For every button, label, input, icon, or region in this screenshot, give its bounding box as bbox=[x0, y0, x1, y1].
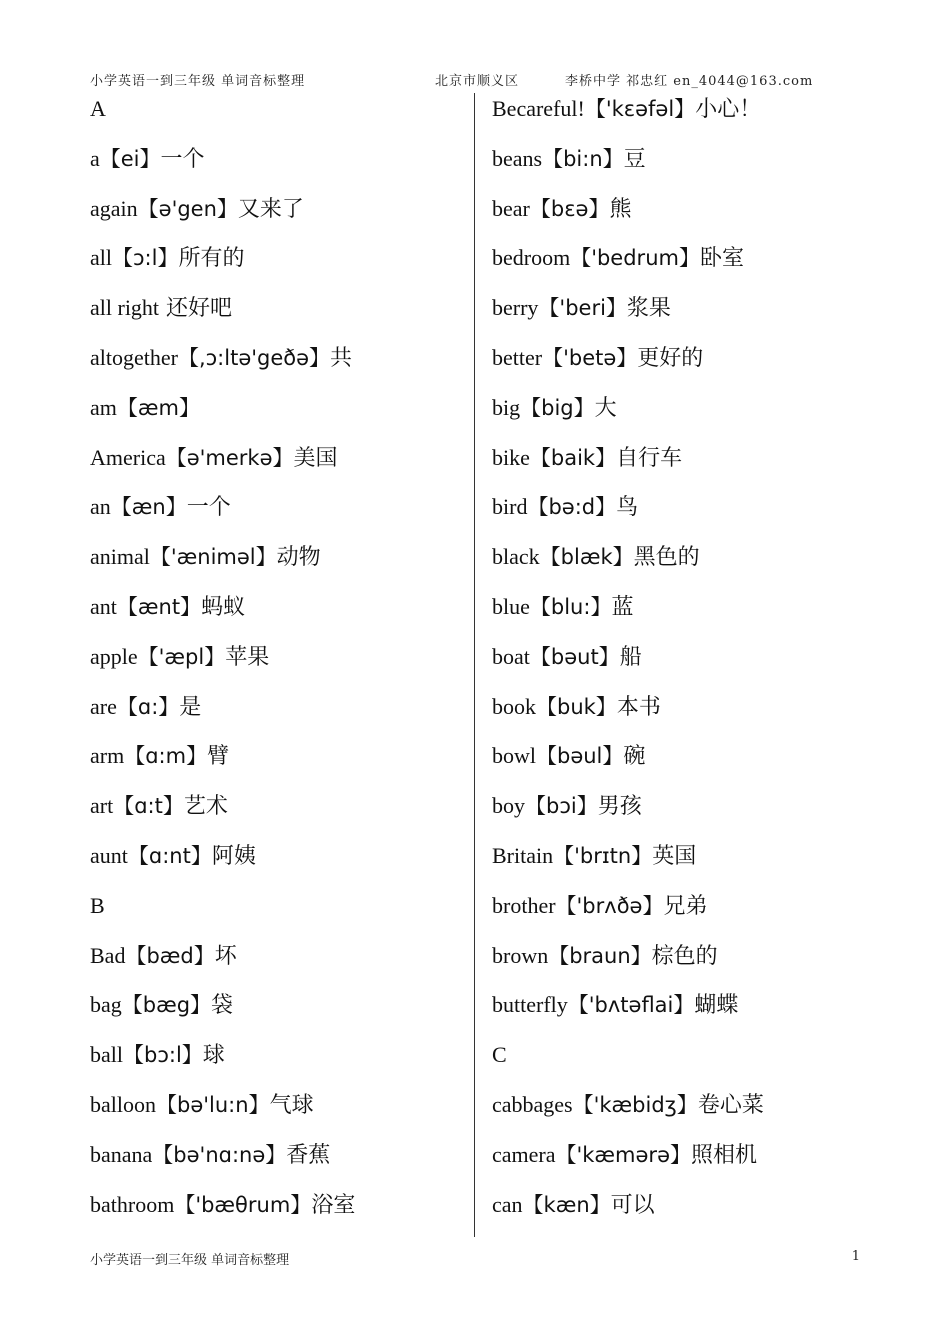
vocab-meaning: 小心！ bbox=[695, 97, 762, 122]
vocab-word: better bbox=[492, 344, 543, 370]
vocab-meaning: 兄弟 bbox=[663, 893, 708, 919]
vocab-phonetic: 【ei】 bbox=[99, 146, 161, 171]
vocab-word: brown bbox=[492, 942, 549, 968]
vocab-word: C bbox=[492, 1042, 507, 1068]
vocab-phonetic: 【'brɪtn】 bbox=[553, 843, 653, 868]
section-letter bbox=[492, 1036, 872, 1086]
vocab-word: all right bbox=[90, 295, 160, 321]
vocab-meaning: 浆果 bbox=[626, 296, 671, 322]
vocab-word: again bbox=[90, 195, 138, 221]
vocab-word: an bbox=[90, 494, 111, 520]
vocab-entry bbox=[492, 90, 872, 140]
vocab-entry bbox=[492, 1136, 872, 1186]
vocab-phonetic: 【bɔ:l】 bbox=[123, 1043, 203, 1068]
vocab-phonetic: 【'kæbidʒ】 bbox=[572, 1092, 698, 1117]
vocab-meaning: 鸟 bbox=[616, 495, 639, 521]
vocab-word: black bbox=[492, 544, 540, 570]
vocab-phonetic: 【buk】 bbox=[536, 694, 617, 719]
vocab-meaning: 棕色的 bbox=[651, 943, 718, 969]
vocab-word: can bbox=[492, 1191, 523, 1217]
vocab-phonetic: 【braun】 bbox=[548, 943, 652, 968]
vocab-word: bowl bbox=[492, 743, 536, 769]
vocab-entry bbox=[90, 837, 465, 887]
vocab-phonetic: 【'brʌðə】 bbox=[555, 893, 664, 918]
vocab-phonetic: 【bæg】 bbox=[121, 993, 212, 1018]
vocab-entry bbox=[492, 439, 872, 489]
vocab-word: Becareful! bbox=[492, 96, 585, 121]
vocab-phonetic: 【ɑ:】 bbox=[116, 694, 180, 719]
footer-title: 小学英语一到三年级 单词音标整理 bbox=[90, 1253, 290, 1268]
vocab-phonetic: 【'bæθrum】 bbox=[174, 1192, 312, 1217]
vocab-word: Britain bbox=[492, 842, 554, 868]
vocab-entry bbox=[492, 986, 872, 1036]
vocab-entry bbox=[492, 339, 872, 389]
vocab-phonetic: 【æn】 bbox=[110, 495, 187, 520]
vocab-phonetic: 【bɛə】 bbox=[529, 196, 610, 221]
vocab-phonetic: 【bə:d】 bbox=[527, 495, 617, 520]
vocab-meaning: 动物 bbox=[276, 545, 321, 571]
vocab-phonetic: 【blæk】 bbox=[539, 545, 634, 570]
vocab-meaning: 一个 bbox=[160, 146, 205, 172]
header-title: 小学英语一到三年级 单词音标整理 bbox=[90, 74, 306, 89]
vocab-word: bag bbox=[90, 992, 122, 1018]
vocab-meaning: 苹果 bbox=[225, 644, 270, 670]
vocab-meaning: 英国 bbox=[652, 843, 697, 869]
vocab-entry bbox=[492, 389, 872, 439]
vocab-word: are bbox=[90, 693, 117, 719]
vocab-phonetic: 【'bedrum】 bbox=[570, 246, 700, 271]
vocab-word: aunt bbox=[90, 842, 128, 868]
vocab-meaning: 更好的 bbox=[637, 345, 704, 371]
vocab-word: America bbox=[90, 444, 166, 470]
vocab-meaning: 蓝 bbox=[611, 594, 634, 620]
vocab-word: A bbox=[90, 96, 106, 121]
vocab-entry bbox=[90, 986, 465, 1036]
vocab-entry bbox=[492, 837, 872, 887]
vocab-meaning: 豆 bbox=[623, 146, 646, 172]
vocab-entry bbox=[90, 140, 465, 190]
vocab-word: balloon bbox=[90, 1091, 156, 1117]
vocab-meaning: 男孩 bbox=[597, 794, 642, 820]
vocab-phonetic: 【æm】 bbox=[116, 395, 200, 420]
vocab-meaning: 共 bbox=[330, 345, 353, 371]
vocab-word: beans bbox=[492, 145, 543, 171]
vocab-phonetic: 【'betə】 bbox=[542, 345, 638, 370]
vocab-meaning: 美国 bbox=[293, 445, 338, 471]
vocab-entry bbox=[90, 389, 465, 439]
vocab-phonetic: 【bɔi】 bbox=[525, 794, 598, 819]
vocab-entry bbox=[492, 1186, 872, 1236]
vocab-meaning: 黑色的 bbox=[633, 545, 700, 571]
vocab-word: ball bbox=[90, 1042, 123, 1068]
vocab-word: bedroom bbox=[492, 245, 571, 271]
vocab-word: apple bbox=[90, 643, 138, 669]
vocab-phonetic: 【'æniməl】 bbox=[149, 545, 277, 570]
vocab-word: all bbox=[90, 245, 112, 271]
vocab-entry bbox=[492, 239, 872, 289]
vocab-meaning: 艺术 bbox=[183, 794, 228, 820]
vocab-entry bbox=[90, 239, 465, 289]
vocab-meaning: 卧室 bbox=[699, 246, 744, 272]
vocab-meaning: 蚂蚁 bbox=[201, 594, 246, 620]
page-footer bbox=[90, 1249, 860, 1269]
vocab-entry bbox=[492, 937, 872, 987]
vocab-phonetic: 【'bʌtəflai】 bbox=[567, 993, 695, 1018]
vocab-word: banana bbox=[90, 1141, 153, 1167]
vocab-word: a bbox=[90, 145, 100, 171]
header-district: 北京市顺义区 bbox=[435, 74, 520, 89]
vocab-phonetic: 【ænt】 bbox=[116, 594, 202, 619]
vocab-word: big bbox=[492, 394, 521, 420]
vocab-entry bbox=[492, 190, 872, 240]
vocab-entry bbox=[492, 787, 872, 837]
right-vocabulary-column bbox=[492, 90, 872, 1235]
vocab-entry bbox=[90, 538, 465, 588]
vocab-phonetic: 【bə'lu:n】 bbox=[156, 1092, 270, 1117]
vocab-entry bbox=[492, 488, 872, 538]
vocab-word: arm bbox=[90, 743, 125, 769]
vocab-meaning: 碗 bbox=[623, 744, 646, 770]
vocab-entry bbox=[90, 688, 465, 738]
vocab-entry bbox=[492, 289, 872, 339]
vocab-word: bike bbox=[492, 444, 530, 470]
section-letter bbox=[90, 90, 465, 140]
vocab-meaning: 坏 bbox=[214, 943, 237, 969]
vocab-meaning: 大 bbox=[594, 395, 617, 421]
vocab-phonetic: 【baik】 bbox=[529, 445, 617, 470]
vocab-entry bbox=[90, 190, 465, 240]
vocab-meaning: 浴室 bbox=[311, 1192, 356, 1218]
vocab-entry bbox=[90, 1036, 465, 1086]
vocab-entry bbox=[90, 339, 465, 389]
vocab-meaning: 蝴蝶 bbox=[694, 993, 739, 1019]
vocab-phonetic: 【bə'nɑ:nə】 bbox=[152, 1142, 287, 1167]
header-author: 李桥中学 祁忠红 en_4044@163.com bbox=[565, 74, 814, 89]
vocab-phonetic: 【ɑ:nt】 bbox=[127, 843, 212, 868]
vocab-word: boy bbox=[492, 793, 525, 819]
vocab-phonetic: 【ɑ:m】 bbox=[124, 744, 208, 769]
vocab-word: blue bbox=[492, 593, 530, 619]
vocab-meaning: 又来了 bbox=[237, 196, 304, 222]
vocab-entry bbox=[492, 638, 872, 688]
vocab-phonetic: 【bəut】 bbox=[529, 644, 620, 669]
vocab-word: cabbages bbox=[492, 1091, 573, 1117]
vocab-entry bbox=[492, 737, 872, 787]
vocab-entry bbox=[90, 439, 465, 489]
vocab-meaning: 袋 bbox=[211, 993, 234, 1019]
column-divider bbox=[474, 93, 475, 1237]
page-number: 1 bbox=[851, 1249, 860, 1264]
vocab-word: boat bbox=[492, 643, 530, 669]
vocab-word: ant bbox=[90, 593, 117, 619]
vocab-entry bbox=[492, 688, 872, 738]
vocab-word: B bbox=[90, 892, 105, 918]
vocab-phonetic: 【ə'gen】 bbox=[137, 196, 238, 221]
vocab-meaning: 船 bbox=[619, 644, 642, 670]
vocab-phonetic: 【blu:】 bbox=[529, 594, 612, 619]
vocab-meaning: 所有的 bbox=[178, 246, 245, 272]
vocab-phonetic: 【kæn】 bbox=[522, 1192, 611, 1217]
vocab-phonetic: 【'kɛəfəl】 bbox=[584, 97, 696, 121]
vocab-entry bbox=[90, 289, 465, 339]
vocab-entry bbox=[90, 488, 465, 538]
vocab-word: book bbox=[492, 693, 536, 719]
vocab-phonetic: 【big】 bbox=[520, 395, 595, 420]
vocab-entry bbox=[492, 538, 872, 588]
vocab-word: am bbox=[90, 394, 117, 420]
vocab-phonetic: 【bæd】 bbox=[125, 943, 215, 968]
vocab-entry bbox=[90, 1136, 465, 1186]
vocab-meaning: 气球 bbox=[269, 1092, 314, 1118]
vocab-word: altogether bbox=[90, 344, 178, 370]
vocab-meaning: 阿姨 bbox=[211, 843, 256, 869]
vocab-meaning: 可以 bbox=[610, 1192, 655, 1218]
vocab-entry bbox=[492, 588, 872, 638]
vocab-phonetic: 【bi:n】 bbox=[542, 146, 624, 171]
vocab-word: animal bbox=[90, 544, 150, 570]
vocab-meaning: 还好吧 bbox=[166, 296, 233, 322]
vocab-entry bbox=[90, 787, 465, 837]
vocab-word: berry bbox=[492, 295, 539, 321]
vocab-meaning: 照相机 bbox=[691, 1142, 758, 1168]
vocab-entry bbox=[90, 737, 465, 787]
vocab-phonetic: 【bəul】 bbox=[536, 744, 624, 769]
vocab-meaning: 一个 bbox=[186, 495, 231, 521]
vocab-meaning: 是 bbox=[179, 694, 202, 720]
vocab-word: butterfly bbox=[492, 992, 568, 1018]
vocab-phonetic: 【ɔ:l】 bbox=[112, 246, 179, 271]
vocab-word: bird bbox=[492, 494, 528, 520]
vocab-meaning: 本书 bbox=[616, 694, 661, 720]
section-letter bbox=[90, 887, 465, 937]
vocab-meaning: 球 bbox=[202, 1043, 225, 1069]
vocab-entry bbox=[90, 1086, 465, 1136]
vocab-entry bbox=[492, 1086, 872, 1136]
vocab-meaning: 熊 bbox=[609, 196, 632, 222]
vocab-entry bbox=[90, 937, 465, 987]
vocab-phonetic: 【'æpl】 bbox=[137, 644, 226, 669]
vocab-phonetic: 【,ɔ:ltə'geðə】 bbox=[177, 345, 331, 370]
vocab-word: camera bbox=[492, 1141, 556, 1167]
vocab-phonetic: 【ə'merkə】 bbox=[165, 445, 294, 470]
vocab-word: bear bbox=[492, 195, 530, 221]
vocab-meaning: 卷心菜 bbox=[697, 1092, 764, 1118]
vocab-word: Bad bbox=[90, 942, 126, 968]
vocab-phonetic: 【'beri】 bbox=[538, 296, 627, 321]
vocab-meaning: 臂 bbox=[207, 744, 230, 770]
vocab-entry bbox=[492, 140, 872, 190]
vocab-entry bbox=[90, 1186, 465, 1236]
left-vocabulary-column bbox=[90, 90, 465, 1235]
vocab-phonetic: 【'kæmərə】 bbox=[555, 1142, 691, 1167]
vocab-meaning: 自行车 bbox=[616, 445, 683, 471]
vocab-entry bbox=[492, 887, 872, 937]
vocab-entry bbox=[90, 588, 465, 638]
vocab-word: bathroom bbox=[90, 1191, 175, 1217]
vocab-word: brother bbox=[492, 892, 556, 918]
page-header bbox=[90, 70, 850, 92]
vocab-word: art bbox=[90, 793, 114, 819]
vocab-phonetic: 【ɑ:t】 bbox=[113, 794, 184, 819]
vocab-entry bbox=[90, 638, 465, 688]
vocab-meaning: 香蕉 bbox=[286, 1142, 331, 1168]
